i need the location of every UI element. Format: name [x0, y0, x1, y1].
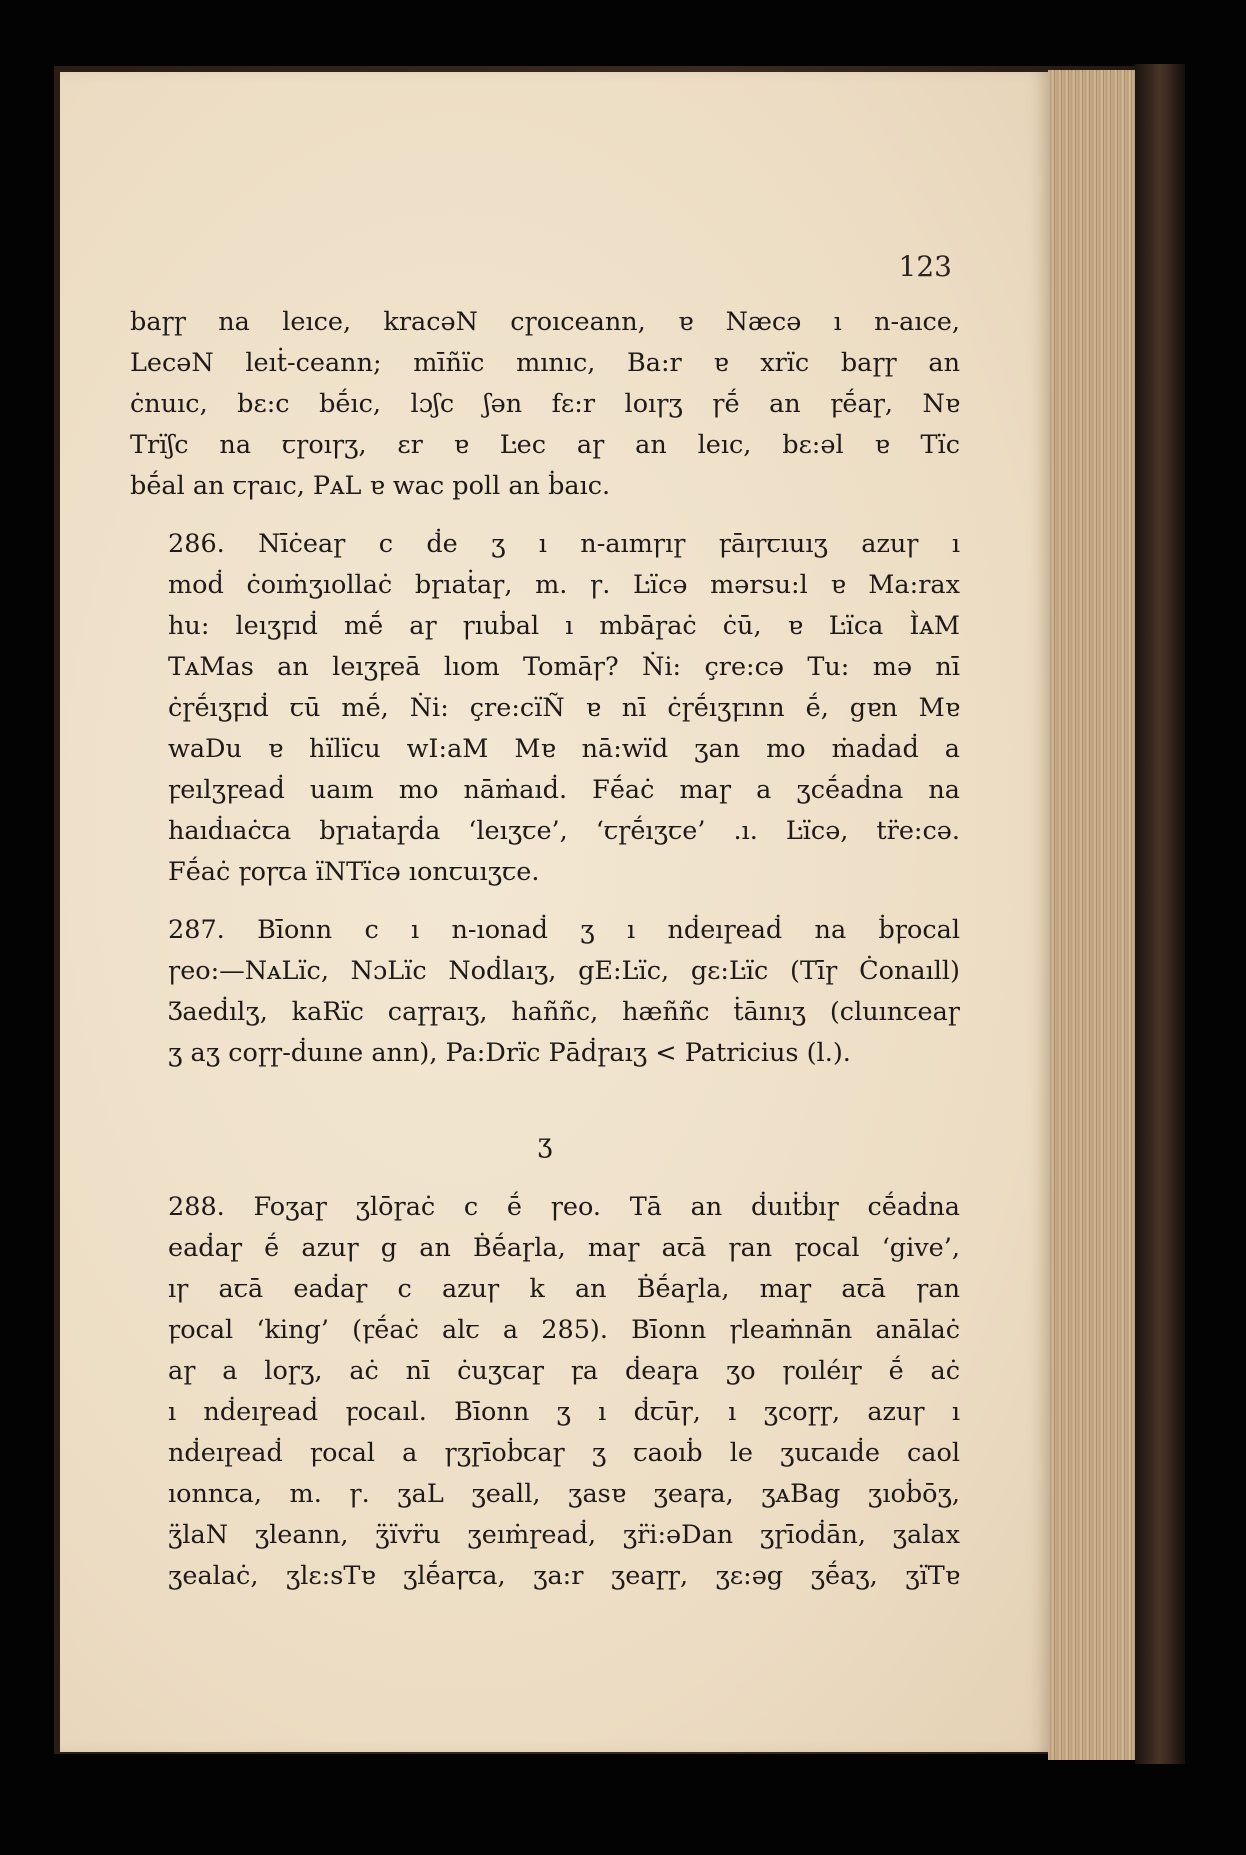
book-cover-edge [1135, 64, 1185, 1764]
text-line: waDu ɐ hïlïcu wI:aM Mɐ nā:wïd ʒan mo ṁaḋaḋ a [168, 734, 960, 764]
text-line: hu: leıʒꝼıḋ mḗ aɼ ꞅıuḃal ı mbāɼaċ ċū, ɐ Ŀïca ÌᴀM [168, 611, 960, 641]
text-line: Ʒaeḋılʒ, kaRïc caɼɼaıʒ, haññc, hæññc ṫāınıʒ (cluınꞇeaɼ [168, 997, 960, 1027]
text-line: 287. Bīonn c ı n-ıonaḋ ʒ ı nḋeıɼeaḋ na ḃꝼocal [168, 915, 960, 945]
text-line: 286. Nīċeaɼ c ḋe ʒ ı n-aımꞅıɼ ꝼāıꞅꞇıuıʒ azuꞅ ı [168, 529, 960, 559]
paragraph-286 [130, 524, 960, 893]
text-line: 288. Foʒaɼ ʒlōɼaċ c ḗ ꞅeo. Tā an ḋuıṫḃıɼ cḗaḋna [168, 1192, 960, 1222]
text-line: ıonnꞇa, m. ꞅ. ʒaL ʒeall, ʒasɐ ʒeaꞅa, ʒᴀBag ʒıoḃōʒ, [168, 1479, 960, 1509]
text-line: ꝼeılʒꝼeaḋ uaım mo nāṁaıḋ. Fḗaċ maɼ a ʒcḗaḋna na [168, 775, 960, 805]
paragraph-intro [130, 302, 960, 507]
page-text [130, 302, 960, 1597]
text-line: aɼ a loɼʒ, aċ nī ċuʒꞇaɼ ꝼa ḋeaɼa ʒo ꞅoıléıɼ ḗ aċ [168, 1356, 960, 1386]
text-line: ıꞅ aꞇā eaḋaɼ c azuꞅ k an Ḃḗaɼla, maɼ aꞇā ꞅan [168, 1274, 960, 1304]
text-line: bḗal an ꞇꞅaıc, PᴀL ɐ wac poll an ḃaıc. [130, 471, 611, 501]
text-line: ċnuıc, bɛ:c bḗıc, lɔʃc ʃən fɛ:r loıꞅʒ ꞅḗ an ꝼḗaɼ, Nɐ [130, 389, 960, 419]
book-page [60, 72, 1050, 1752]
text-line: moḋ ċoıṁʒıollaċ bɼıaṫaɼ, m. ꞅ. Ŀïcə mərsu:l ɐ Ma:rax [168, 570, 960, 600]
text-line: eaḋaɼ ḗ azuꞅ g an Ḃḗaɼla, maɼ aꞇā ꞅan ꝼocal ‘give’, [168, 1233, 960, 1263]
text-line: Trïʃc na ꞇɼoıꞅʒ, ɛr ɐ Ŀec aɼ an leıc, bɛ:əl ɐ Tïc [130, 430, 960, 460]
text-line: LecəN leıṫ-ceann; mīñïc mınıc, Ba:r ɐ xrïc baɼɼ an [130, 348, 960, 378]
text-line: ʒealaċ, ʒlɛ:sTɐ ʒlḗaꞅꞇa, ʒa:r ʒeaɼɼ, ʒɛ:əg ʒḗaʒ, ʒïTɐ [168, 1561, 960, 1591]
page-number: 123 [898, 250, 952, 283]
text-line: ʒ̈laN ʒleann, ʒ̈ïvr̈u ʒeıṁɼeaḋ, ʒr̈i:əDan ʒɼīoḋān, ʒalax [168, 1520, 960, 1550]
page-fore-edge [1048, 70, 1138, 1760]
text-line: baɼɼ na leıce, kracəN cɼoıceann, ɐ Næcə ı n-aıce, [130, 307, 960, 337]
text-line: ʒ aʒ coɼɼ-ḋuıne ann), Pa:Drïc Pāḋɼaıʒ < Patricius (l.). [168, 1038, 851, 1068]
paragraph-287 [130, 910, 960, 1074]
text-line: Fḗaċ ꝼoꞅꞇa ïNTïcə ıonꞇuıʒꞇe. [168, 857, 540, 887]
text-line: nḋeıɼeaḋ ꝼocal a ꞅʒɼīoḃꞇaɼ ʒ ꞇaoıḃ le ʒuꞇaıḋe caol [168, 1438, 960, 1468]
text-line: ꝼocal ‘king’ (ꝼḗaċ alꞇ a 285). Bīonn ꞅleaṁnān anālaċ [168, 1315, 960, 1345]
section-heading-letter: ʒ [537, 1129, 553, 1159]
text-line: ċɼḗıʒꝼıḋ ꞇū mḗ, Ṅi: çre:cïÑ ɐ nī ċɼḗıʒꝼınn ḗ, gɐn Mɐ [168, 693, 960, 723]
text-line: TᴀMas an leıʒꝼeā lıom Tomāꞅ? Ṅi: çre:cə Tu: mə nī [168, 652, 960, 682]
paragraph-288 [130, 1187, 960, 1597]
text-line: ꞅeo:—NᴀLïc, NɔLïc Noḋlaıʒ, gE:Ŀïc, gɛ:Ŀïc (Tīɼ Ċonaıll) [168, 956, 960, 986]
text-line: haıḋıaċꞇa bɼıaṫaɼḋa ‘leıʒꞇe’, ‘ꞇɼḗıʒꞇe’ .ı. Ŀïcə, tr̈e:cə. [168, 816, 960, 846]
text-line: ı nḋeıɼeaḋ ꝼocaıl. Bīonn ʒ ı ḋꞇūꞅ, ı ʒcoɼɼ, azuꞅ ı [168, 1397, 960, 1427]
